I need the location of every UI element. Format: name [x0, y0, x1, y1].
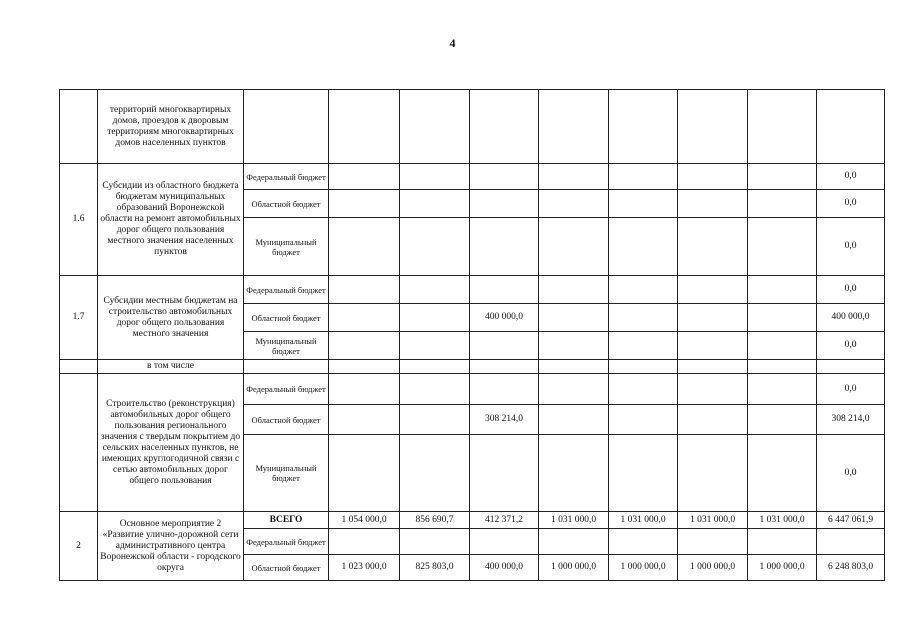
- row-name: Субсидии из областного бюджета бюджетам муниципальных образований Воронежской области на ремонт автомобильных дорог общего пользования местного значения населенных пунктов: [98, 164, 244, 276]
- table-row: [60, 90, 885, 164]
- row-number: 1.7: [60, 276, 98, 360]
- value-cell: 1 000 000,0: [678, 555, 748, 581]
- table-row: [60, 512, 885, 529]
- total-cell: 0,0: [817, 332, 885, 360]
- value-cell: 1 031 000,0: [748, 512, 817, 529]
- value-cell: [470, 332, 539, 360]
- value-cell: 1 054 000,0: [329, 512, 400, 529]
- row-number: 2: [60, 512, 98, 581]
- value-cell: 400 000,0: [470, 555, 539, 581]
- total-cell: 0,0: [817, 276, 885, 304]
- budget-source: Федеральный бюджет: [244, 164, 329, 190]
- total-cell: 6 447 061,9: [817, 512, 885, 529]
- row-name: территорий многоквартирных домов, проездов к дворовым территориям многоквартирных домов населенных пунктов: [98, 90, 244, 164]
- total-cell: 6 248 803,0: [817, 555, 885, 581]
- budget-source: Областной бюджет: [244, 190, 329, 218]
- value-cell: 856 690,7: [400, 512, 470, 529]
- table-row: [60, 276, 885, 304]
- value-cell: 308 214,0: [470, 405, 539, 435]
- row-number: 1.6: [60, 164, 98, 276]
- budget-source: Муниципальный бюджет: [244, 332, 329, 360]
- value-cell: 1 031 000,0: [539, 512, 609, 529]
- budget-source: Областной бюджет: [244, 304, 329, 332]
- budget-source: ВСЕГО: [244, 512, 329, 529]
- value-cell: 1 031 000,0: [678, 512, 748, 529]
- budget-source: Муниципальный бюджет: [244, 218, 329, 276]
- included-label: в том числе: [98, 360, 244, 374]
- row-name: Субсидии местным бюджетам на строительство автомобильных дорог общего пользования местного значения: [98, 276, 244, 360]
- table-row: [60, 164, 885, 190]
- budget-source: Федеральный бюджет: [244, 374, 329, 405]
- table-row: [60, 360, 885, 374]
- row-name: Основное мероприятие 2 «Развитие улично-дорожной сети административного центра Воронежской области - городского округа: [98, 512, 244, 581]
- page-number: 4: [449, 36, 456, 50]
- value-cell: 825 803,0: [400, 555, 470, 581]
- value-cell: [470, 276, 539, 304]
- value-cell: [470, 435, 539, 512]
- total-cell: 0,0: [817, 218, 885, 276]
- budget-source: Областной бюджет: [244, 555, 329, 581]
- total-cell: 0,0: [817, 164, 885, 190]
- table-row: [60, 374, 885, 405]
- total-cell: 308 214,0: [817, 405, 885, 435]
- value-cell: 1 023 000,0: [329, 555, 400, 581]
- value-cell: 400 000,0: [470, 304, 539, 332]
- total-cell: 0,0: [817, 374, 885, 405]
- budget-source: Федеральный бюджет: [244, 529, 329, 555]
- value-cell: [470, 374, 539, 405]
- budget-source: Областной бюджет: [244, 405, 329, 435]
- total-cell: 0,0: [817, 190, 885, 218]
- value-cell: 412 371,2: [470, 512, 539, 529]
- value-cell: 1 031 000,0: [609, 512, 678, 529]
- budget-source: Муниципальный бюджет: [244, 435, 329, 512]
- value-cell: 1 000 000,0: [609, 555, 678, 581]
- budget-table: [59, 89, 885, 581]
- row-name: Строительство (реконструкция) автомобильных дорог общего пользования регионального значения с твердым покрытием до сельских населенных пунктов, не имеющих круглогодичной связи с сетью автомобильных дорог общего пользования: [98, 374, 244, 512]
- value-cell: 1 000 000,0: [748, 555, 817, 581]
- total-cell: 0,0: [817, 435, 885, 512]
- budget-source: Федеральный бюджет: [244, 276, 329, 304]
- total-cell: 400 000,0: [817, 304, 885, 332]
- value-cell: 1 000 000,0: [539, 555, 609, 581]
